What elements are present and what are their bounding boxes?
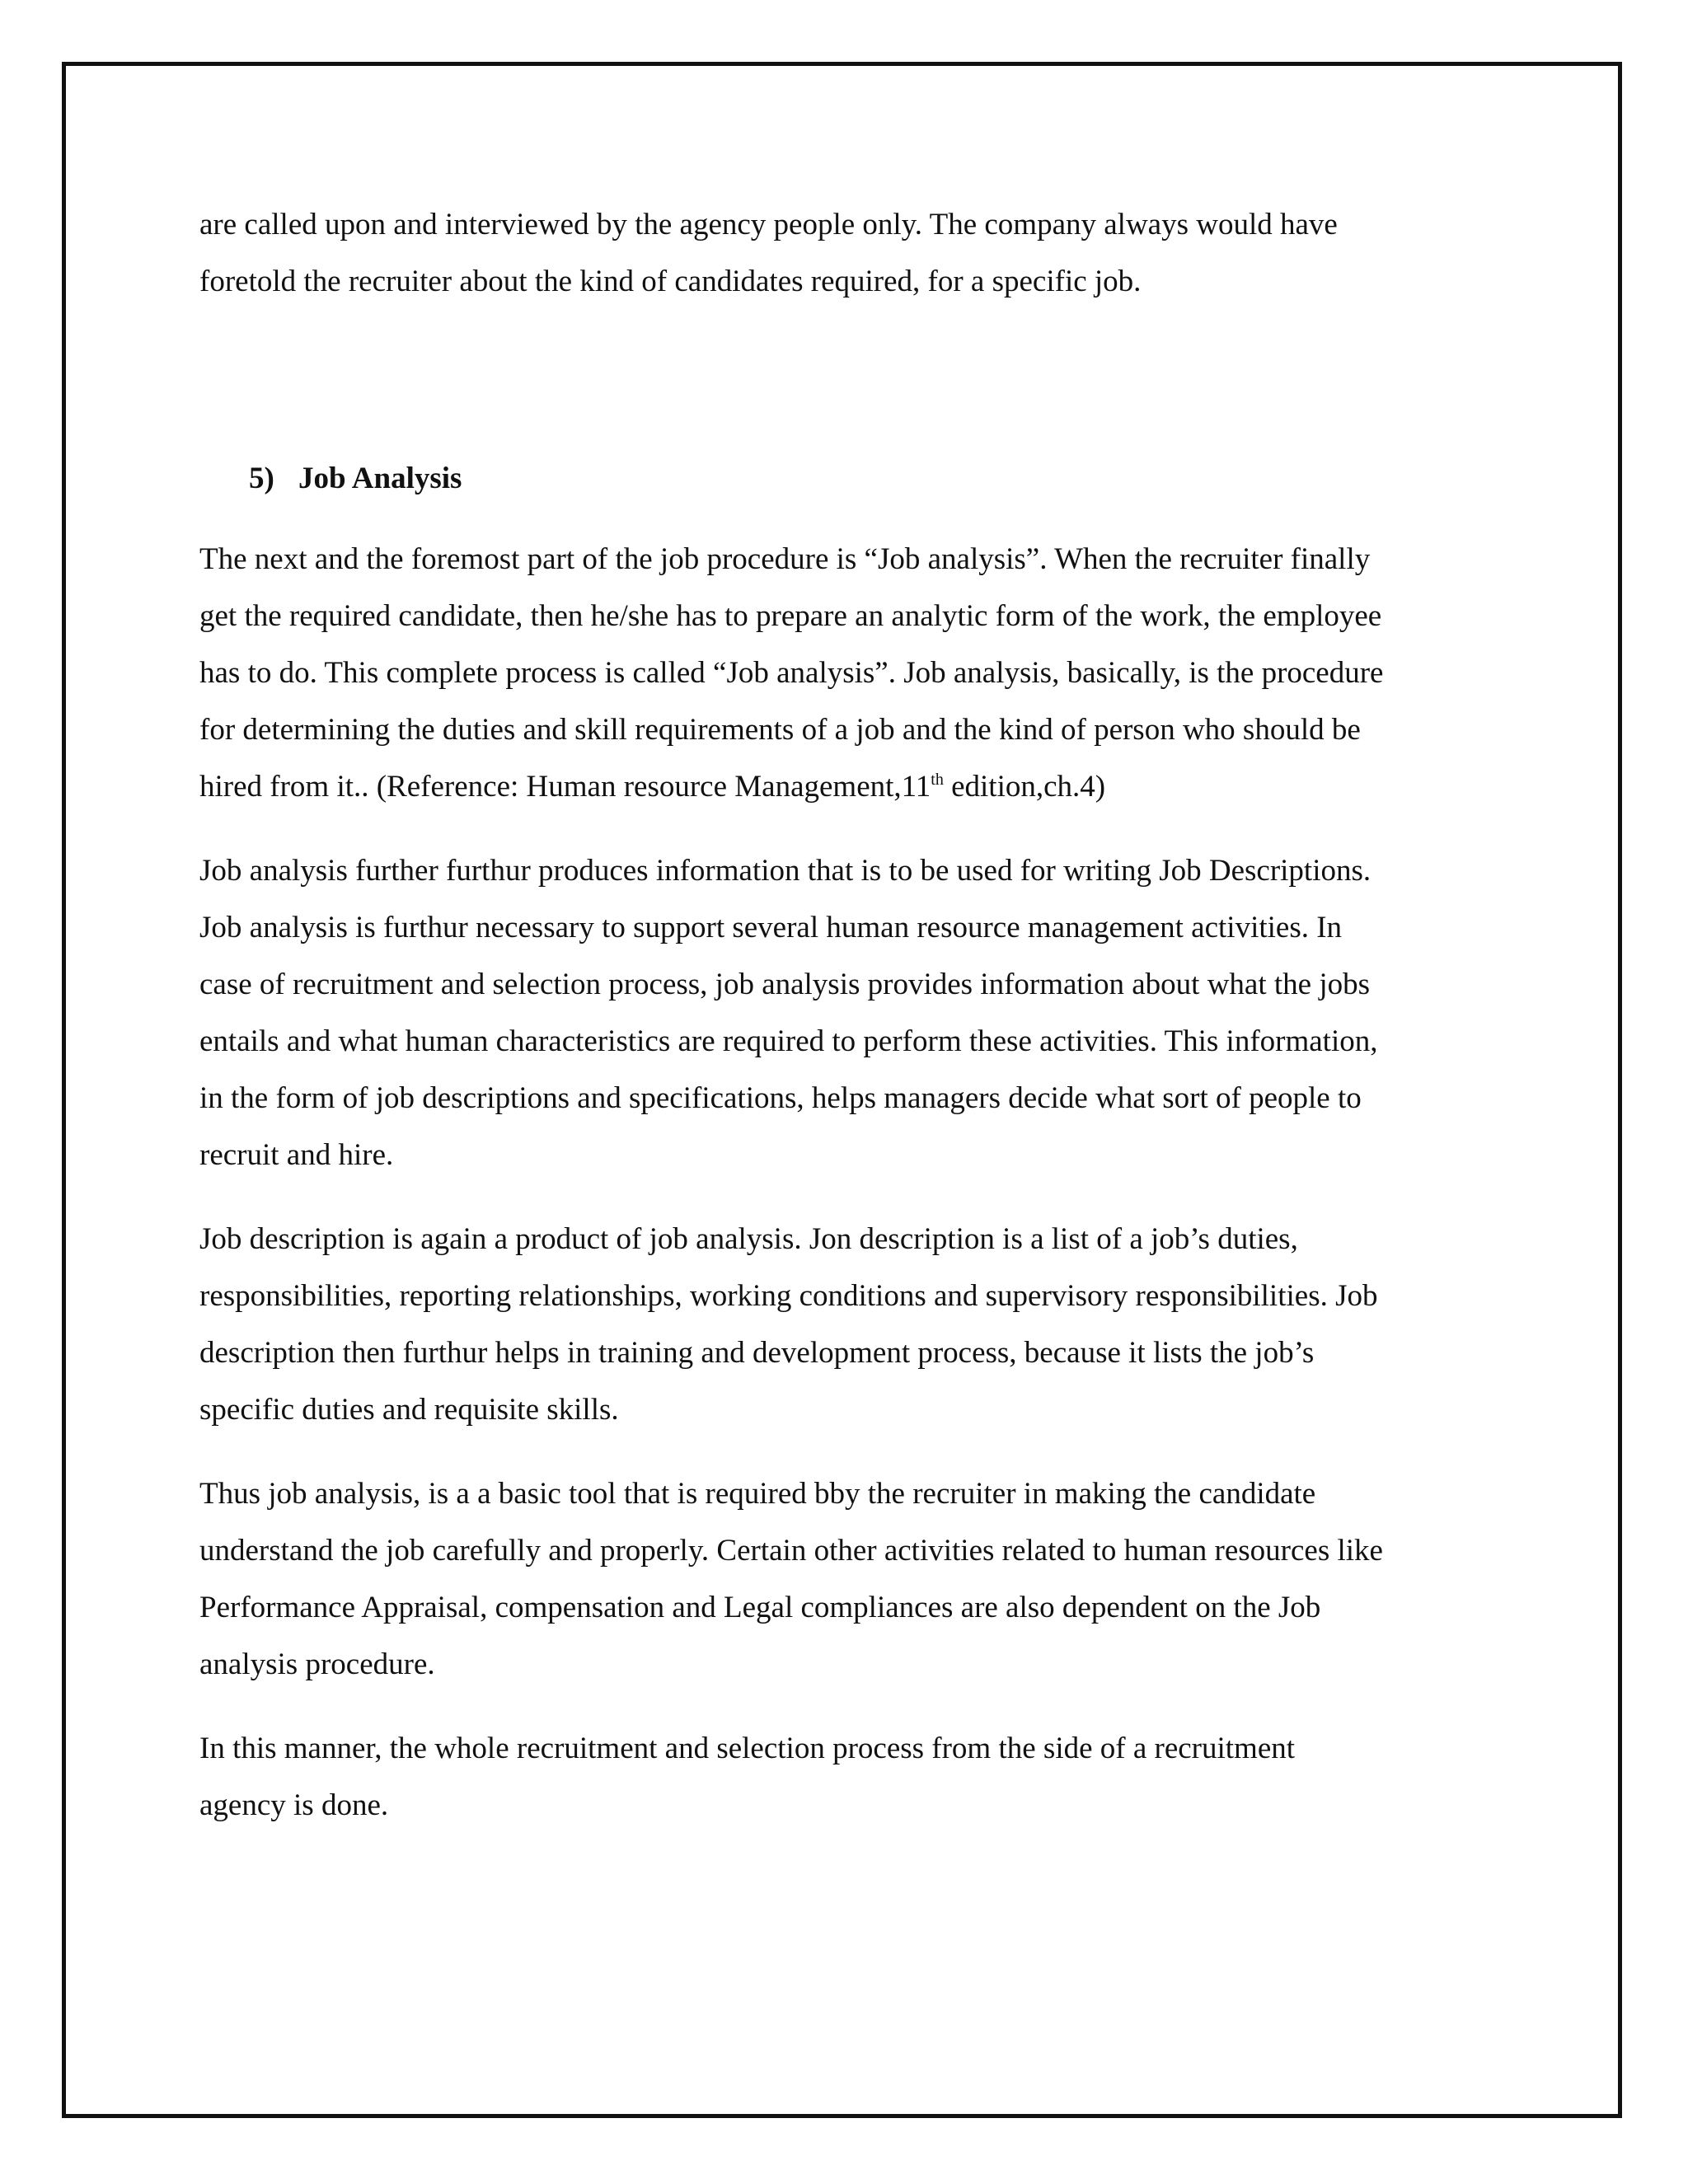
text-line: Performance Appraisal, compensation and Legal compliances are also dependent on the Job <box>199 1591 1321 1624</box>
ordinal-superscript: th <box>931 771 944 789</box>
text-line: Job description is again a product of job analysis. Jon description is a list of a job’s duties, <box>199 1222 1298 1256</box>
text-line: entails and what human characteristics are required to perform these activities. This information, <box>199 1024 1378 1058</box>
text-line: understand the job carefully and properly. Certain other activities related to human resources like <box>199 1534 1383 1568</box>
section-title: Job Analysis <box>298 462 462 495</box>
text-line: analysis procedure. <box>199 1647 435 1681</box>
job-analysis-paragraph <box>199 531 1502 815</box>
basic-tool-paragraph <box>199 1465 1502 1693</box>
text-line: recruit and hire. <box>199 1138 394 1172</box>
intro-paragraph <box>199 196 1502 310</box>
text-line: foretold the recruiter about the kind of candidates required, for a specific job. <box>199 265 1142 298</box>
conclusion-paragraph <box>199 1720 1502 1834</box>
document-body <box>199 196 1502 1861</box>
text-line: Job analysis further furthur produces information that is to be used for writing Job Descriptions. <box>199 854 1372 888</box>
text-line: case of recruitment and selection process, job analysis provides information about what the jobs <box>199 968 1371 1001</box>
text-line: has to do. This complete process is called “Job analysis”. Job analysis, basically, is the procedure <box>199 656 1384 690</box>
reference-edition: edition,ch.4) <box>943 770 1106 804</box>
text-line: are called upon and interviewed by the agency people only. The company always would have <box>199 208 1338 241</box>
job-description-use-paragraph <box>199 842 1502 1183</box>
reference-text: hired from it.. (Reference: Human resource Management,11 <box>199 770 931 804</box>
text-line: In this manner, the whole recruitment and selection process from the side of a recruitment <box>199 1732 1296 1765</box>
text-line: Thus job analysis, is a a basic tool that is required bby the recruiter in making the candidate <box>199 1477 1316 1511</box>
text-line: specific duties and requisite skills. <box>199 1393 619 1427</box>
text-line: for determining the duties and skill requirements of a job and the kind of person who should be <box>199 713 1361 747</box>
text-line: agency is done. <box>199 1788 389 1822</box>
text-line: The next and the foremost part of the job procedure is “Job analysis”. When the recruiter finally <box>199 542 1371 576</box>
text-line: Job analysis is furthur necessary to support several human resource management activities. In <box>199 911 1343 944</box>
text-line: get the required candidate, then he/she has to prepare an analytic form of the work, the employee <box>199 599 1382 633</box>
text-line: responsibilities, reporting relationships, working conditions and supervisory responsibilities. Job <box>199 1279 1378 1313</box>
text-line: in the form of job descriptions and specifications, helps managers decide what sort of people to <box>199 1081 1362 1115</box>
text-line: description then furthur helps in training and development process, because it lists the job’s <box>199 1336 1315 1370</box>
reference-line <box>199 758 1502 815</box>
section-number: 5) <box>249 462 274 495</box>
section-heading <box>249 450 1502 507</box>
job-description-paragraph <box>199 1211 1502 1438</box>
